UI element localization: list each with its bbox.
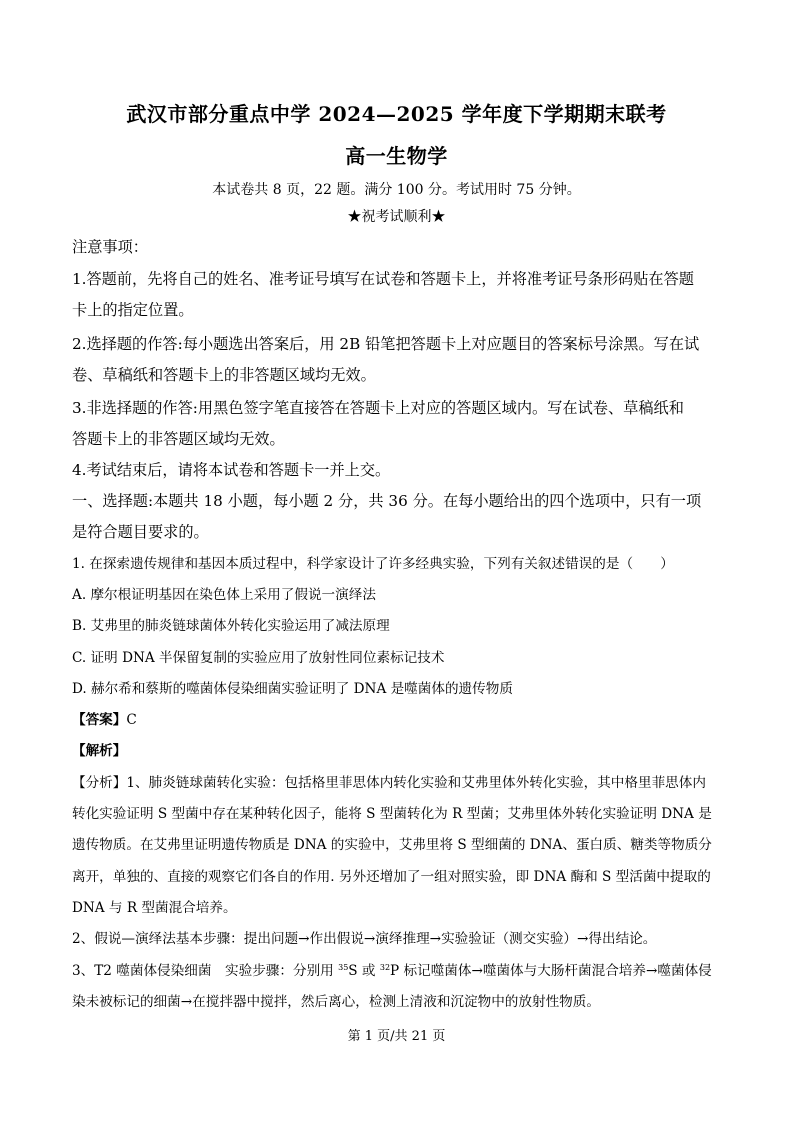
analysis-line-t2: 3、T2 噬菌体侵染细菌 实验步骤：分别用 $^{35}$S 或 $^{32}$P 标记噬菌体→噬菌体与大肠杆菌混合培养→噬菌体侵 [72, 963, 712, 979]
superscript-32: 32 [379, 963, 391, 972]
notice-item: 3.非选择题的作答:用黑色签字笔直接答在答题卡上对应的答题区域内。写在试卷、草稿纸和 [72, 399, 684, 417]
superscript-35: 35 [338, 963, 349, 972]
section-heading-cont: 是符合题目要求的。 [72, 523, 209, 541]
notice-item: 卡上的指定位置。 [72, 301, 194, 319]
analysis-line: 染未被标记的细菌→在搅拌器中搅拌，然后离心，检测上清液和沉淀物中的放射性物质。 [72, 994, 600, 1010]
option-b: B. 艾弗里的肺炎链球菌体外转化实验运用了减法原理 [72, 618, 390, 634]
exam-title: 武汉市部分重点中学 2024—2025 学年度下学期期末联考 [126, 102, 667, 126]
notice-item: 卷、草稿纸和答题卡上的非答题区域均无效。 [72, 366, 376, 384]
option-c: C. 证明 DNA 半保留复制的实验应用了放射性同位素标记技术 [72, 650, 445, 666]
notice-item: 答题卡上的非答题区域均无效。 [72, 430, 285, 448]
exam-info: 本试卷共 8 页，22 题。满分 100 分。考试用时 75 分钟。 [212, 182, 581, 198]
analysis-line: 离开，单独的、直接的观察它们各自的作用. 另外还增加了一组对照实验，即 DNA 酶和 S 型活菌中提取的 [72, 869, 711, 885]
exam-subtitle: 高一生物学 [345, 144, 448, 168]
answer-value: C [126, 712, 137, 728]
notice-item: 2.选择题的作答:每小题选出答案后，用 2B 铅笔把答题卡上对应题目的答案标号涂黑。写在试 [72, 335, 700, 353]
notice-item: 4.考试结束后，请将本试卷和答题卡一并上交。 [72, 461, 391, 479]
question-stem: 1. 在探索遗传规律和基因本质过程中，科学家设计了许多经典实验，下列有关叙述错误的是（ ） [72, 556, 674, 572]
option-d: D. 赫尔希和蔡斯的噬菌体侵染细菌实验证明了 DNA 是噬菌体的遗传物质 [72, 681, 513, 697]
analysis-line: 2、假说—演绎法基本步骤：提出问题→作出假说→演绎推理→实验验证（测交实验）→得出结论。 [72, 931, 657, 947]
option-a: A. 摩尔根证明基因在染色体上采用了假说一演绎法 [72, 587, 376, 603]
analysis-label: 【解析】 [72, 743, 127, 759]
page-number: 第 1 页/共 21 页 [347, 1029, 446, 1044]
answer-line [72, 709, 727, 731]
analysis-line: 转化实验证明 S 型菌中存在某种转化因子，能将 S 型菌转化为 R 型菌；艾弗里体外转化实验证明 DNA 是 [72, 806, 712, 822]
answer-label: 【答案】 [72, 712, 127, 728]
notice-heading: 注意事项： [72, 238, 148, 256]
section-heading: 一、选择题:本题共 18 小题，每小题 2 分，共 36 分。在每小题给出的四个选项中，只有一项 [72, 492, 702, 510]
notice-item: 1.答题前，先将自己的姓名、准考证号填写在试卷和答题卡上，并将准考证号条形码贴在答题 [72, 270, 694, 288]
analysis-line: 遗传物质。在艾弗里证明遗传物质是 DNA 的实验中，艾弗里将 S 型细菌的 DNA、蛋白质、糖类等物质分 [72, 837, 712, 853]
analysis-line: DNA 与 R 型菌混合培养。 [72, 900, 237, 916]
exam-wish: ★祝考试顺利★ [347, 209, 446, 225]
analysis-line: 【分析】1、肺炎链球菌转化实验：包括格里菲思体内转化实验和艾弗里体外转化实验，其中格里菲思体内 [72, 775, 706, 791]
